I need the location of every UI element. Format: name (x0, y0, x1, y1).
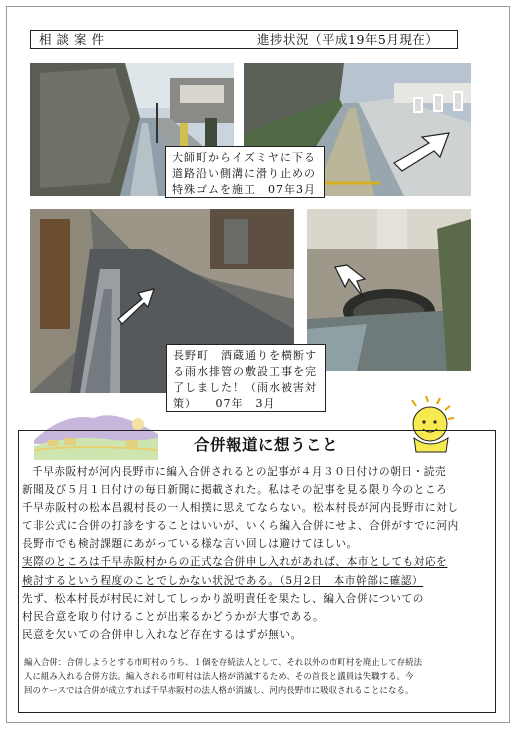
article-line: 長野市でも検討課題にあがっている様な言い回しは避けてほしい。 (22, 538, 358, 551)
article-line-underlined: 実際のところは千早赤阪村からの正式な合併申し入れがあれば、本市としても対応を (22, 556, 448, 569)
article-line: て非公式に合併の打診をすることはいいが、いくら編入合併にせよ、合併がすでに河内 (22, 520, 459, 533)
article-line: 新聞及び５月１日付けの毎日新聞に掲載された。私はその記事を見る限り今のところ (22, 484, 448, 497)
caption-line: 大師町からイズミヤに下る (172, 151, 316, 164)
caption-sake-street (166, 344, 326, 412)
header-bar (30, 30, 458, 49)
article-line: 先ず、松本村長が村民に対してしっかり説明責任を果たし、編入合併についての (22, 592, 424, 605)
progress-status: 進捗状況（平成19年5月現在） (257, 32, 439, 47)
article-line: 千早赤阪村の松本昌親村長の一人相撲に思えてならない。松本村長が河内長野市に対し (22, 502, 459, 515)
article-body (22, 463, 492, 644)
note-line: 回のケースでは合併が成立すれば千早赤阪村の法人格が消滅し、河内長野市に吸収されることになる。 (24, 685, 414, 695)
caption-line: 長野町 酒蔵通りを横断す (173, 349, 317, 362)
article-line-underlined: 検討するという程度のことでしかない状況である。（5月2日 本市幹部に確認） (22, 574, 424, 587)
caption-rubber-mat (165, 146, 325, 198)
caption-line: 了しました！（雨水被害対 (173, 381, 317, 394)
article-title: 合併報道に想うこと (194, 436, 339, 454)
note-line: 人に組み入れる合併方法。編入される市町村は法人格が消滅するため、その首長と議員は失職する。今 (24, 671, 414, 681)
caption-line: る雨水排管の敷設工事を完 (173, 365, 317, 378)
case-label: 相談案件 (39, 32, 110, 47)
caption-line: 特殊ゴムを施工 07年3月 (172, 183, 316, 196)
article-line: 千早赤阪村が河内長野市に編入合併されるとの記事が４月３０日付けの朝日・読売 (32, 466, 447, 478)
note-line: 編入合併：合併しようとする市町村のうち、１個を存続法人として、それ以外の市町村を廃止して存続法 (24, 657, 423, 667)
article-line: 村民合意を取り付けることが出来るかどうかが大事である。 (22, 610, 325, 623)
photo-drain-pipe (307, 209, 471, 371)
caption-line: 道路沿い側溝に滑り止めの (172, 167, 316, 180)
article-line: 民意を欠いての合併申し入れなど存在するはずが無い。 (22, 628, 302, 641)
merger-definition-note (24, 655, 494, 697)
caption-line: 策） 07年 3月 (173, 397, 276, 410)
